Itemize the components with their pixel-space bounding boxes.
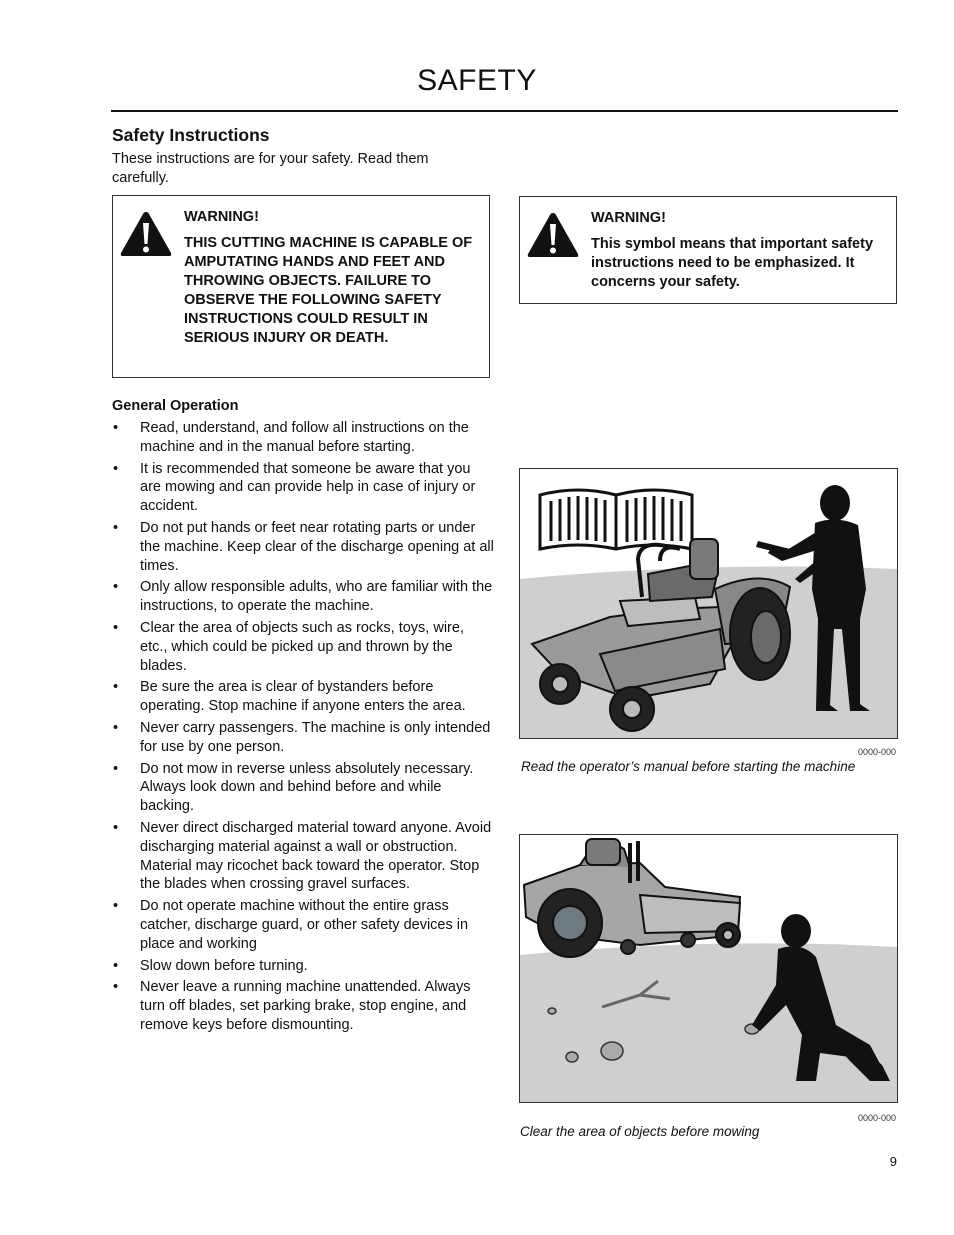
list-item: • It is recommended that someone be aware that you are mowing and can provide help in case of injury or accident.: [112, 460, 494, 516]
title-rule: [111, 110, 898, 112]
figure-caption: Read the operator’s manual before starting the machine: [521, 759, 856, 774]
warning-box-symbol: [519, 196, 897, 304]
list-item: • Slow down before turning.: [112, 957, 494, 976]
warning-triangle-icon: [119, 210, 173, 258]
warning-box-amputation: [112, 195, 490, 378]
illustration-clear-area: [519, 834, 898, 1103]
intro-text: These instructions are for your safety. Read them carefully.: [112, 151, 429, 186]
warning-heading: WARNING!: [184, 209, 259, 225]
figure-code: 0000-000: [858, 1113, 897, 1123]
list-item: • Clear the area of objects such as rocks, toys, wire, etc., which could be picked up and thrown by the blades.: [112, 619, 494, 675]
list-item: • Never direct discharged material toward anyone. Avoid discharging material against a wall or obstruction. Material may ricochet back toward the operator. Stop the blades when crossing gravel surfaces.: [112, 819, 494, 894]
page-number: 9: [889, 1154, 897, 1169]
list-item: • Do not operate machine without the entire grass catcher, discharge guard, or other safety devices in place and working: [112, 897, 494, 953]
warning-body: This symbol means that important safety instructions need to be emphasized. It concerns your safety.: [591, 236, 874, 290]
list-item: • Never carry passengers. The machine is only intended for use by one person.: [112, 719, 494, 757]
list-item: • Only allow responsible adults, who are familiar with the instructions, to operate the machine.: [112, 578, 494, 616]
list-item: • Do not mow in reverse unless absolutely necessary. Always look down and behind before and while backing.: [112, 760, 494, 816]
list-item: • Read, understand, and follow all instructions on the machine and in the manual before starting.: [112, 419, 494, 457]
warning-heading: WARNING!: [591, 210, 666, 226]
section-title: SAFETY: [417, 64, 537, 97]
illustration-read-manual: [519, 468, 898, 739]
list-item: • Be sure the area is clear of bystanders before operating. Stop machine if anyone enters the area.: [112, 678, 494, 716]
open-book-icon: [540, 490, 692, 549]
warning-triangle-icon: [526, 211, 580, 259]
figure-code: 0000-000: [858, 747, 897, 757]
safety-instructions-heading: Safety Instructions: [112, 125, 270, 145]
figure-caption: Clear the area of objects before mowing: [520, 1124, 760, 1139]
general-operation-heading: General Operation: [112, 398, 239, 414]
list-item: • Never leave a running machine unattended. Always turn off blades, set parking brake, stop engine, and remove keys before dismounting.: [112, 978, 494, 1034]
zero-turn-mower: [524, 839, 740, 957]
general-operation-list: [112, 419, 494, 1038]
list-item: • Do not put hands or feet near rotating parts or under the machine. Keep clear of the discharge opening at all times.: [112, 519, 494, 575]
warning-body: THIS CUTTING MACHINE IS CAPABLE OF AMPUTATING HANDS AND FEET AND THROWING OBJECTS. FAILURE TO OBSERVE THE FOLLOWING SAFETY INSTRUCTIONS COULD RESULT IN SERIOUS INJURY OR DEATH.: [184, 235, 473, 346]
